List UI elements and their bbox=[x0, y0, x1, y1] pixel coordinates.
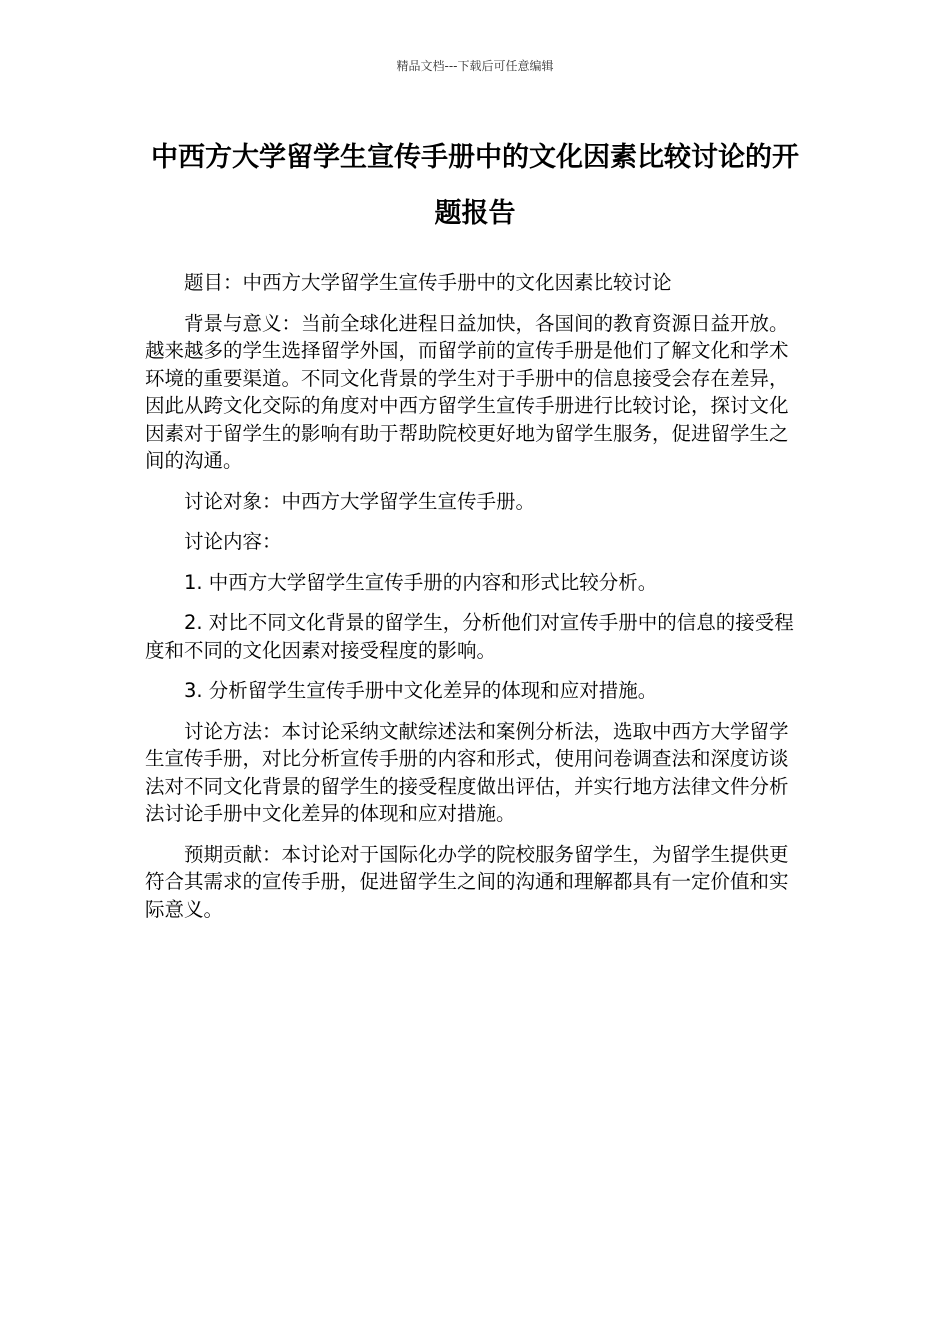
document-body bbox=[145, 269, 797, 936]
paragraph-topic: 题目：中西方大学留学生宣传手册中的文化因素比较讨论 bbox=[184, 271, 672, 294]
paragraph-content-item-1: 1. 中西方大学留学生宣传手册的内容和形式比较分析。 bbox=[184, 570, 658, 594]
document-title: 中西方大学留学生宣传手册中的文化因素比较讨论的开题报告 bbox=[151, 142, 799, 229]
paragraph-subject: 讨论对象：中西方大学留学生宣传手册。 bbox=[184, 489, 536, 513]
paragraph-content-item-3: 3. 分析留学生宣传手册中文化差异的体现和应对措施。 bbox=[184, 679, 658, 702]
paragraph-content-item-2: 2. 对比不同文化背景的留学生，分析他们对宣传手册中的信息的接受程度和不同的文化因素对接受程度的影响。 bbox=[145, 611, 794, 662]
paragraph-methods: 讨论方法：本讨论采纳文献综述法和案例分析法，选取中西方大学留学生宣传手册，对比分析宣传手册的内容和形式，使用问卷调查法和深度访谈法对不同文化背景的留学生的接受程度做出评估，并实行地方法律文件分析法讨论手册中文化差异的体现和应对措施。 bbox=[145, 719, 789, 825]
paragraph-content-heading: 讨论内容： bbox=[184, 530, 282, 553]
header-note: 精品文档---下载后可任意编辑 bbox=[396, 59, 554, 73]
paragraph-contribution: 预期贡献：本讨论对于国际化办学的院校服务留学生，为留学生提供更符合其需求的宣传手册，促进留学生之间的沟通和理解都具有一定价值和实际意义。 bbox=[145, 842, 789, 921]
paragraph-background: 背景与意义：当前全球化进程日益加快，各国间的教育资源日益开放。越来越多的学生选择留学外国，而留学前的宣传手册是他们了解文化和学术环境的重要渠道。不同文化背景的学生对于手册中的信息接受会存在差异，因此从跨文化交际的角度对中西方留学生宣传手册进行比较讨论，探讨文化因素对于留学生的影响有助于帮助院校更好地为留学生服务，促进留学生之间的沟通。 bbox=[145, 311, 789, 472]
